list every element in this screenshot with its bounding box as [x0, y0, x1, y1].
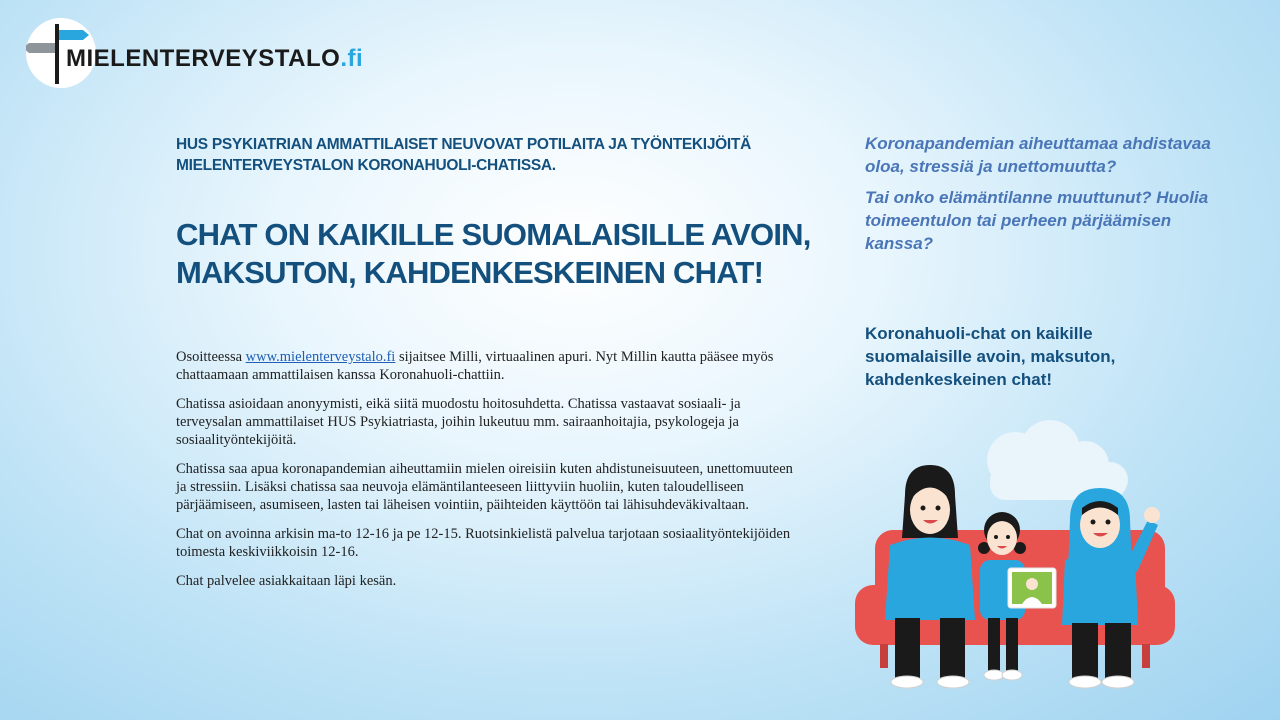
logo-tld: .fi — [340, 45, 364, 72]
body-text — [176, 348, 796, 601]
side-questions — [865, 132, 1225, 263]
family-on-sofa-illustration — [850, 420, 1180, 710]
cloud-shape — [987, 420, 1128, 500]
p1-suffix: sijaitsee Milli, virtuaalinen apuri. Nyt Millin kautta pääsee myös chattaamaan ammattilaisen kanssa Koronahuoli-chattiin. — [176, 349, 774, 383]
paragraph-3: Chatissa saa apua koronapandemian aiheuttamiin mielen oireisiin kuten ahdistuneisuuteen, unettomuuteen ja stressiin. Lisäksi chatissa saa neuvoja elämäntilanteeseen liittyviin huoliin, kuten taloudelliseen pärjäämiseen, asumiseen, lasten tai läheisen vointiin, päihteiden käyttöön tai lähisuhdeväkivaltaan. — [176, 461, 793, 513]
side-tagline: Koronahuoli-chat on kaikille suomalaisille avoin, maksuton, kahdenkeskeinen chat! — [865, 324, 1116, 389]
sub-headline: HUS PSYKIATRIAN AMMATTILAISET NEUVOVAT POTILAITA JA TYÖNTEKIJÖITÄ MIELENTERVEYSTALON KORONAHUOLI-CHATISSA. — [176, 136, 751, 174]
side-question-1: Koronapandemian aiheuttamaa ahdistavaa oloa, stressiä ja unettomuutta? — [865, 134, 1211, 176]
paragraph-2: Chatissa asioidaan anonyymisti, eikä siitä muodostu hoitosuhdetta. Chatissa vastaavat sosiaali- ja terveysalan ammattilaiset HUS Psykiatriasta, joihin lukeutuu mm. sairaanhoitajia, psykologeja ja sosiaalityöntekijöitä. — [176, 396, 741, 448]
paragraph-5: Chat palvelee asiakkaitaan läpi kesän. — [176, 573, 397, 589]
mother-figure — [885, 465, 975, 680]
website-link[interactable]: www.mielenterveystalo.fi — [245, 349, 396, 365]
p1-prefix: Osoitteessa — [176, 349, 246, 365]
logo[interactable] — [26, 18, 364, 90]
paragraph-1 — [176, 348, 796, 384]
tablet-icon — [1008, 568, 1056, 608]
main-headline: CHAT ON KAIKILLE SUOMALAISILLE AVOIN, MAKSUTON, KAHDENKESKEINEN CHAT! — [176, 217, 811, 290]
side-question-2: Tai onko elämäntilanne muuttunut? Huolia toimeentulon tai perheen pärjäämisen kanssa? — [865, 188, 1209, 253]
paragraph-4: Chat on avoinna arkisin ma-to 12-16 ja pe 12-15. Ruotsinkielistä palvelua tarjotaan sosiaalityöntekijöiden toimesta keskiviikkoisin 12-16. — [176, 526, 791, 560]
logo-text — [66, 45, 363, 73]
logo-name: MIELENTERVEYSTALO — [66, 45, 341, 72]
